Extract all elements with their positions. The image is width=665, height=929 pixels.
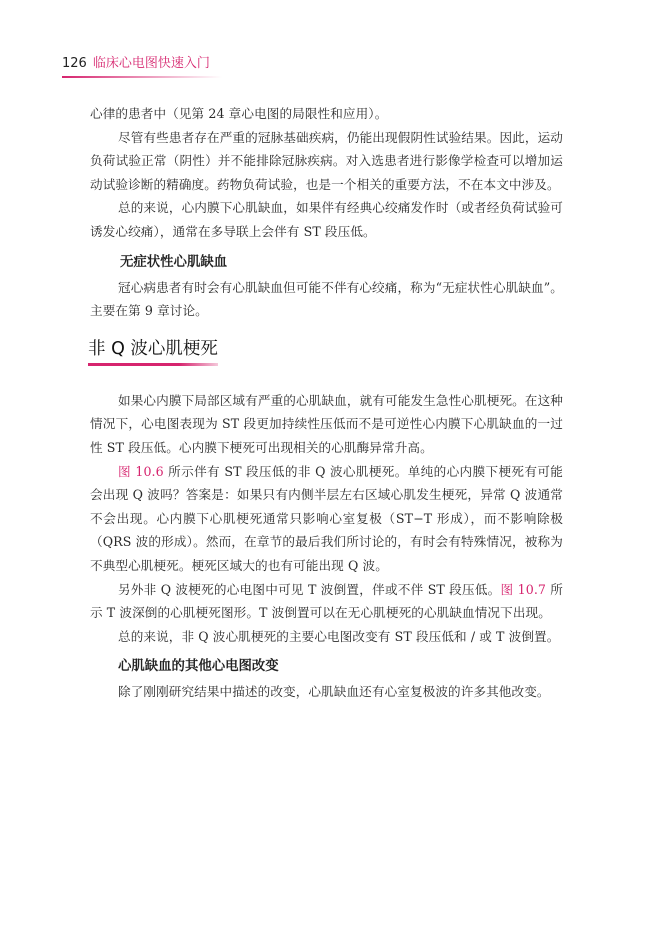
subheading-other-changes: 心肌缺血的其他心电图改变 — [118, 659, 279, 675]
paragraph-subendocardial-mi: 如果心内膜下局部区域有严重的心肌缺血，就有可能发生急性心肌梗死。在这种情况下，心电图表现为 ST 段更加持续性压低而不是可逆性心内膜下心肌缺血的一过性 ST 段压低。心内膜下梗死可出现相关的心肌酶异常升高。 — [90, 392, 563, 455]
figure-ref-10-7[interactable]: 图 10.7 — [500, 581, 547, 597]
paragraph-text: 所示 T 波深倒的心肌梗死图形。T 波倒置可以在无心肌梗死的心肌缺血情况下出现。 — [90, 581, 563, 621]
page-body — [90, 102, 563, 704]
paragraph-text: 所示伴有 ST 段压低的非 Q 波心肌梗死。单纯的心内膜下梗死有可能会出现 Q 波吗？答案是：如果只有内侧半层左右区域心肌发生梗死，异常 Q 波通常不会出现。心内膜下心肌梗死通常只影响心室复极（ST−T 形成），而不影响除极（QRS 波的形成）。然而，在章节的最后我们所讨论的，有时会有特殊情况，被称为不典型心肌梗死。梗死区域大的也有可能出现 Q 波。 — [90, 463, 563, 573]
paragraph-summary-st: 总的来说，心内膜下心肌缺血，如果伴有经典心绞痛发作时（或者经负荷试验可诱发心绞痛），通常在多导联上会伴有 ST 段压低。 — [90, 200, 563, 239]
book-title: 临床心电图快速入门 — [92, 56, 210, 71]
paragraph-text: 另外非 Q 波梗死的心电图中可见 T 波倒置，伴或不伴 ST 段压低。 — [118, 581, 501, 597]
paragraph-non-q-summary: 总的来说，非 Q 波心肌梗死的主要心电图改变有 ST 段压低和 / 或 T 波倒置。 — [118, 628, 560, 644]
section-heading-underline — [88, 363, 218, 366]
subheading-silent-ischemia: 无症状性心肌缺血 — [120, 254, 228, 270]
page-number: 126 — [62, 56, 87, 71]
paragraph-false-negative: 尽管有些患者存在严重的冠脉基础疾病，仍能出现假阴性试验结果。因此，运动负荷试验正常（阴性）并不能排除冠脉疾病。对入选患者进行影像学检查可以增加运动试验诊断的精确度。药物负荷试验，也是一个相关的重要方法，不在本文中涉及。 — [90, 129, 563, 192]
paragraph-continued: 心律的患者中（见第 24 章心电图的局限性和应用）。 — [90, 106, 388, 121]
figure-ref-10-6[interactable]: 图 10.6 — [118, 463, 164, 479]
section-heading-non-q-mi: 非 Q 波心肌梗死 — [88, 338, 218, 359]
running-header — [62, 56, 210, 72]
paragraph-figure-10-7 — [90, 578, 563, 625]
header-divider — [62, 76, 222, 78]
paragraph-silent-ischemia: 冠心病患者有时会有心肌缺血但可能不伴有心绞痛，称为“无症状性心肌缺血”。主要在第 9 章讨论。 — [90, 279, 563, 319]
section-heading-block — [88, 337, 563, 367]
paragraph-other-changes: 除了刚刚研究结果中描述的改变，心肌缺血还有心室复极波的许多其他改变。 — [118, 684, 550, 700]
paragraph-figure-10-6 — [90, 460, 563, 578]
